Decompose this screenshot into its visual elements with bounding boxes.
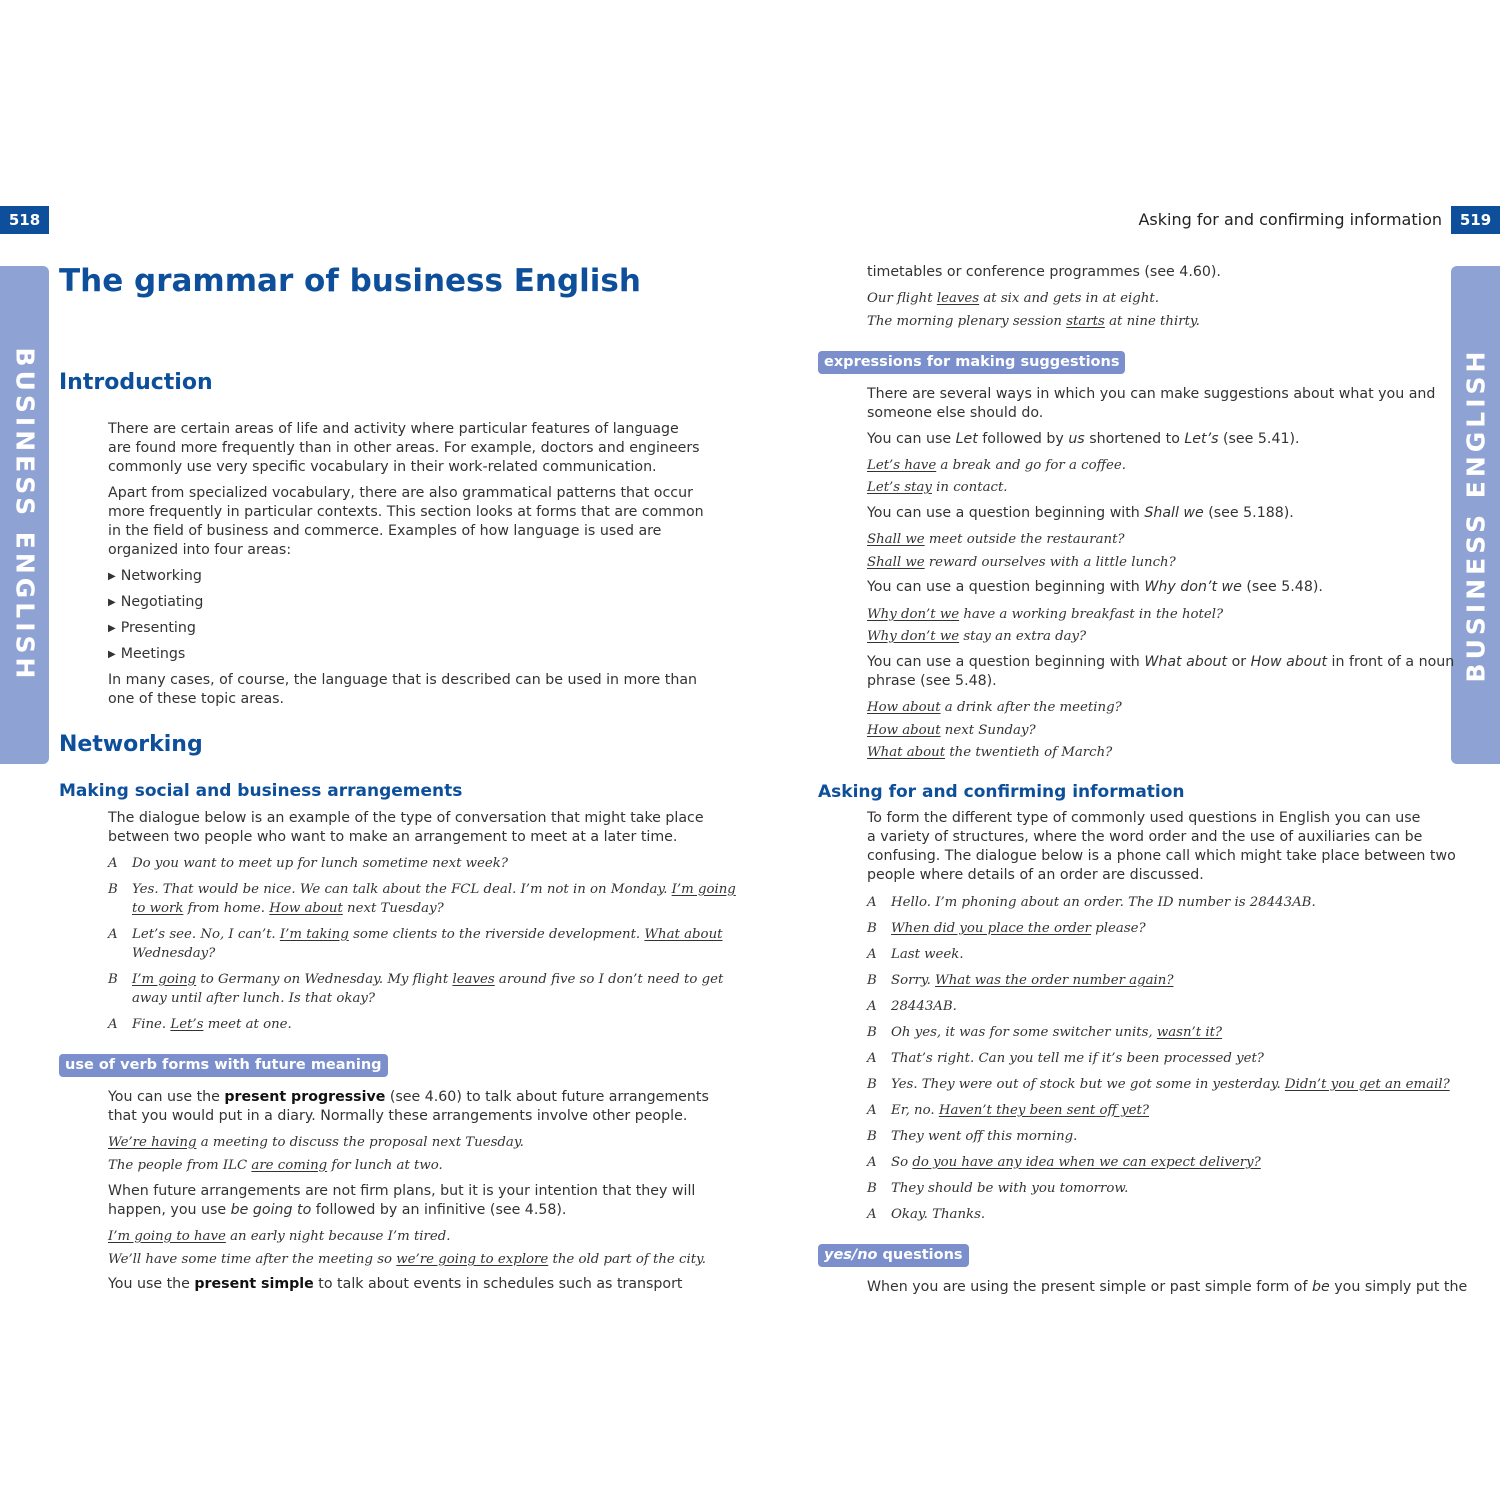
example-sentence: The morning plenary session starts at nine thirty. <box>867 314 1200 329</box>
dialogue-line: 28443AB. <box>891 999 957 1014</box>
dialogue-line: That’s right. Can you tell me if it’s been processed yet? <box>891 1051 1264 1066</box>
yes-no-paragraph: When you are using the present simple or past simple form of be you simply put the <box>867 1279 1468 1295</box>
future-paragraph-2: When future arrangements are not firm plans, but it is your intention that they will happen, you use be going to followed by an infinitive (see 4.58). <box>108 1183 696 1218</box>
dialogue-line: They went off this morning. <box>891 1129 1078 1144</box>
info-paragraph: To form the different type of commonly used questions in English you can use a variety of structures, where the word order and the use of auxiliaries can be confusing. The dialogue below is a phone call which might take place between two people where details of an order are discussed. <box>867 810 1456 883</box>
bullet-item: ▶ Networking <box>108 567 202 586</box>
networking-heading: Networking <box>59 732 203 757</box>
example-sentence: Our flight leaves at six and gets in at eight. <box>867 291 1159 306</box>
page-title: The grammar of business English <box>59 263 641 299</box>
suggestions-paragraph-2: You can use Let followed by us shortened to Let’s (see 5.41). <box>867 431 1300 447</box>
dialogue-line: Sorry. What was the order number again? <box>891 973 1174 988</box>
future-paragraph-1: You can use the present progressive (see 4.60) to talk about future arrangements that you would put in a diary. Normally these arrangements involve other people. <box>108 1089 709 1124</box>
dialogue-speaker: B <box>867 1077 877 1092</box>
dialogue-speaker: A <box>867 1155 877 1170</box>
dialogue-line: Let’s see. No, I can’t. I’m taking some clients to the riverside development. What about Wednesday? <box>132 927 723 961</box>
dialogue-speaker: A <box>108 856 118 871</box>
example-sentence: The people from ILC are coming for lunch at two. <box>108 1158 443 1173</box>
side-tab-right <box>1451 266 1500 764</box>
dialogue-speaker: B <box>867 1025 877 1040</box>
dialogue-line: Yes. That would be nice. We can talk about the FCL deal. I’m not in on Monday. I’m going to work from home. How about next Tuesday? <box>132 882 736 916</box>
example-sentence: Why don’t we have a working breakfast in the hotel? <box>867 607 1224 622</box>
example-sentence: Shall we reward ourselves with a little lunch? <box>867 555 1176 570</box>
dialogue-line: Do you want to meet up for lunch sometime next week? <box>132 856 508 871</box>
example-sentence: Why don’t we stay an extra day? <box>867 629 1087 644</box>
arrangements-paragraph: The dialogue below is an example of the type of conversation that might take place between two people who want to make an arrangement to meet at a later time. <box>108 810 704 845</box>
dialogue-line: Okay. Thanks. <box>891 1207 986 1222</box>
suggestions-paragraph-3: You can use a question beginning with Shall we (see 5.188). <box>867 505 1294 521</box>
continued-paragraph: timetables or conference programmes (see 4.60). <box>867 264 1221 280</box>
intro-paragraph-3: In many cases, of course, the language that is described can be used in more than one of these topic areas. <box>108 672 698 707</box>
dialogue-speaker: A <box>867 1207 877 1222</box>
example-sentence: How about a drink after the meeting? <box>867 700 1122 715</box>
dialogue-speaker: A <box>867 1103 877 1118</box>
example-sentence: How about next Sunday? <box>867 723 1036 738</box>
side-tab-label: BUSINESS ENGLISH <box>10 347 39 683</box>
dialogue-line: Fine. Let’s meet at one. <box>132 1017 292 1032</box>
example-sentence: What about the twentieth of March? <box>867 745 1113 760</box>
bullet-item: ▶ Presenting <box>108 619 196 638</box>
introduction-heading: Introduction <box>59 370 213 395</box>
running-head: Asking for and confirming information <box>1138 210 1442 229</box>
dialogue-line: When did you place the order please? <box>891 921 1146 936</box>
dialogue-line: I’m going to Germany on Wednesday. My flight leaves around five so I don’t need to get away until after lunch. Is that okay? <box>132 972 724 1006</box>
example-sentence: Let’s stay in contact. <box>867 480 1008 495</box>
suggestions-paragraph-1: There are several ways in which you can make suggestions about what you and someone else should do. <box>867 386 1436 421</box>
section-pill-future: use of verb forms with future meaning <box>59 1054 388 1077</box>
example-sentence: We’ll have some time after the meeting so we’re going to explore the old part of the city. <box>108 1252 707 1267</box>
intro-paragraph-2: Apart from specialized vocabulary, there are also grammatical patterns that occur more frequently in particular contexts. This section looks at forms that are common in the field of business and commerce. Examples of how language is used are organized into four areas: <box>108 485 704 558</box>
dialogue-speaker: A <box>108 927 118 942</box>
section-pill-suggestions: expressions for making suggestions <box>818 351 1125 374</box>
suggestions-paragraph-4: You can use a question beginning with Why don’t we (see 5.48). <box>867 579 1323 595</box>
dialogue-speaker: B <box>108 972 118 987</box>
dialogue-speaker: A <box>867 947 877 962</box>
side-tab-left <box>0 266 49 764</box>
dialogue-speaker: A <box>867 999 877 1014</box>
dialogue-speaker: A <box>108 1017 118 1032</box>
info-heading: Asking for and confirming information <box>818 782 1185 802</box>
dialogue-line: Hello. I’m phoning about an order. The ID number is 28443AB. <box>891 895 1316 910</box>
dialogue-speaker: A <box>867 1051 877 1066</box>
dialogue-speaker: B <box>867 973 877 988</box>
example-sentence: Let’s have a break and go for a coffee. <box>867 458 1127 473</box>
example-sentence: Shall we meet outside the restaurant? <box>867 532 1125 547</box>
dialogue-line: Oh yes, it was for some switcher units, wasn’t it? <box>891 1025 1223 1040</box>
section-pill-yes-no: yes/no questions <box>818 1244 969 1267</box>
bullet-item: ▶ Meetings <box>108 645 185 664</box>
side-tab-label: BUSINESS ENGLISH <box>1461 347 1490 683</box>
example-sentence: We’re having a meeting to discuss the proposal next Tuesday. <box>108 1135 524 1150</box>
page-number-left: 518 <box>0 206 49 234</box>
dialogue-speaker: B <box>867 1129 877 1144</box>
bullet-item: ▶ Negotiating <box>108 593 203 612</box>
intro-paragraph-1: There are certain areas of life and activity where particular features of language are found more frequently than in other areas. For example, doctors and engineers commonly use very specific vocabulary in their work-related communication. <box>108 421 700 475</box>
example-sentence: I’m going to have an early night because I’m tired. <box>108 1229 451 1244</box>
dialogue-line: They should be with you tomorrow. <box>891 1181 1129 1196</box>
dialogue-line: Er, no. Haven’t they been sent off yet? <box>891 1103 1149 1118</box>
arrangements-heading: Making social and business arrangements <box>59 781 463 801</box>
dialogue-line: So do you have any idea when we can expect delivery? <box>891 1155 1261 1170</box>
page-number-right: 519 <box>1451 206 1500 234</box>
dialogue-line: Yes. They were out of stock but we got some in yesterday. Didn’t you get an email? <box>891 1077 1450 1092</box>
dialogue-speaker: A <box>867 895 877 910</box>
dialogue-line: Last week. <box>891 947 964 962</box>
dialogue-speaker: B <box>867 1181 877 1196</box>
future-paragraph-3: You use the present simple to talk about events in schedules such as transport <box>108 1276 683 1292</box>
dialogue-speaker: B <box>108 882 118 897</box>
suggestions-paragraph-5: You can use a question beginning with What about or How about in front of a noun phrase (see 5.48). <box>867 654 1455 689</box>
dialogue-speaker: B <box>867 921 877 936</box>
